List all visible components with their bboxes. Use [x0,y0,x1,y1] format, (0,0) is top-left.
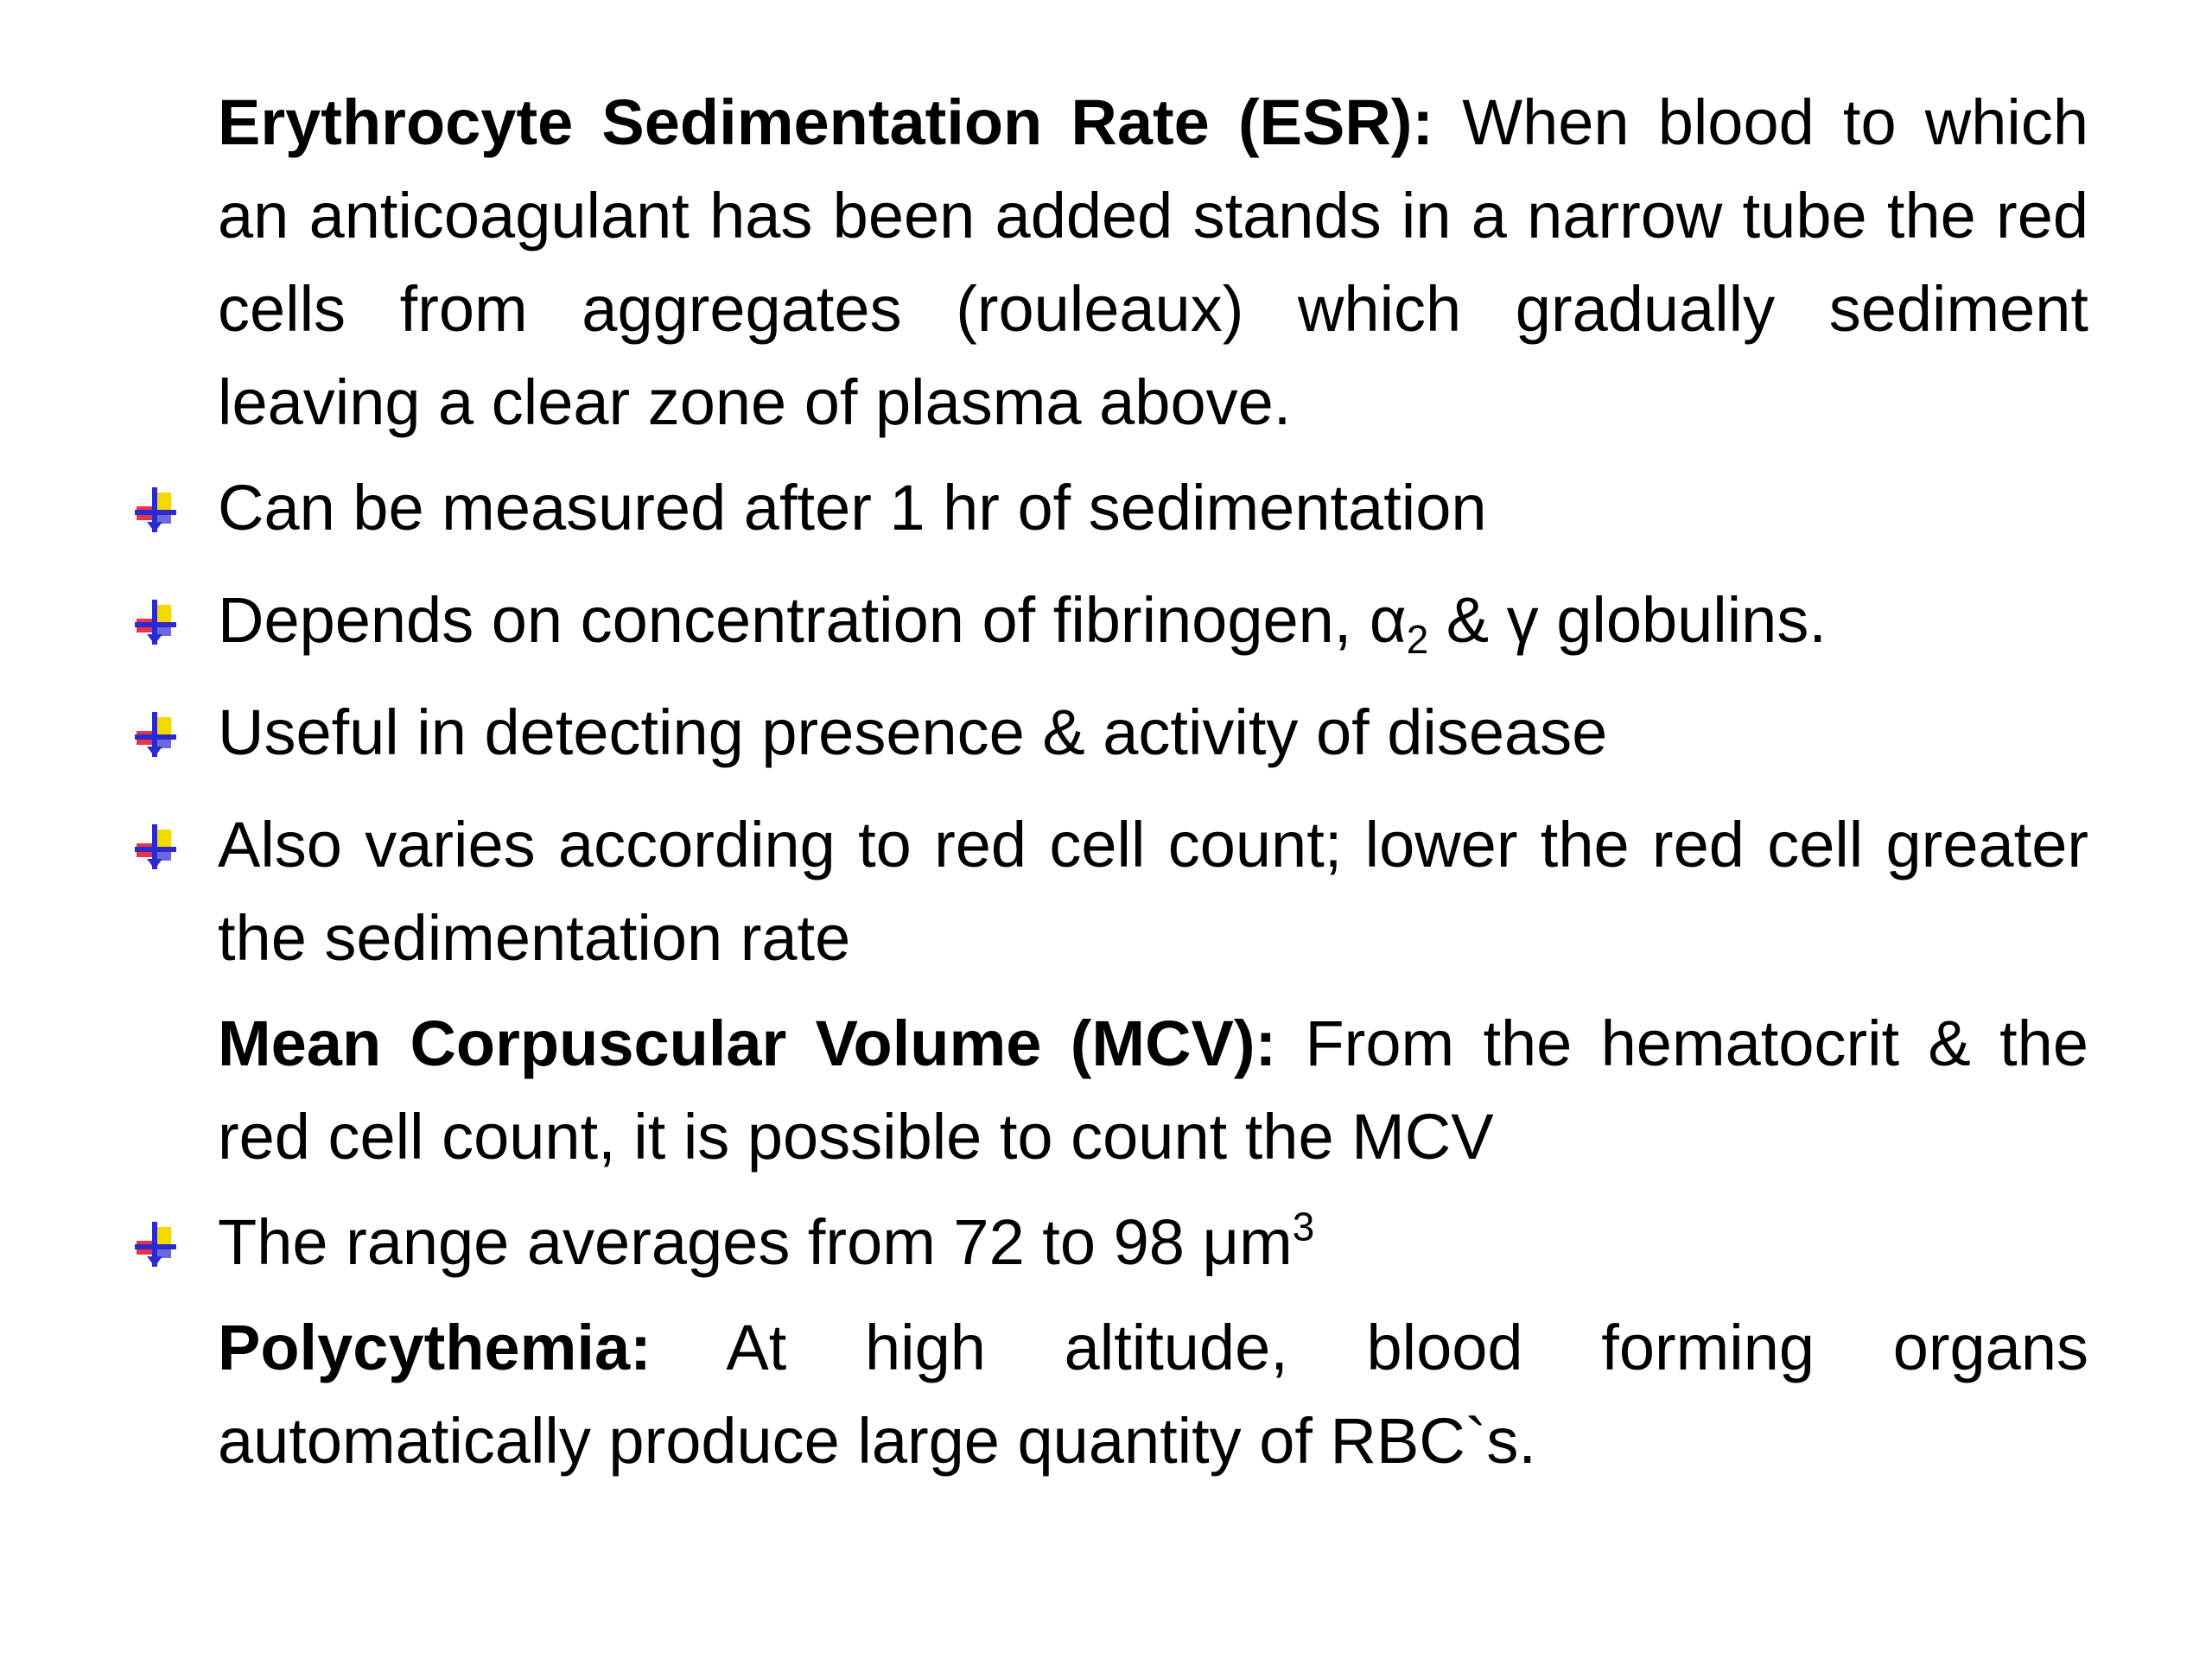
esr-text: When blood to which an anticoagulant has been added stands in a narrow tube the red cells from aggregates (rouleaux) which gradually sediment leaving a clear zone of plasma above. [218,86,2088,438]
superscript: 3 [1292,1204,1315,1249]
bullet-text-part: & γ globulins. [1428,584,1827,656]
polycythemia-heading: Polycythemia: [218,1312,652,1383]
mcv-paragraph [218,997,2088,1184]
quad-arrow-bullet-icon [131,1220,180,1268]
bullet-item [218,798,2088,985]
mcv-heading: Mean Corpuscular Volume (MCV): [218,1007,1277,1079]
esr-paragraph [218,76,2088,449]
mcv-text: From the hematocrit & the red cell count, it is possible to count the MCV [218,1007,2088,1173]
bullet-item [218,461,2088,555]
bullet-text-part: The range averages from 72 to 98 μm [218,1206,1293,1278]
bullet-text [218,1206,1314,1278]
polycythemia-text: At high altitude, blood forming organs automatically produce large quantity of RBC`s. [218,1312,2088,1477]
quad-arrow-bullet-icon [131,823,180,871]
quad-arrow-bullet-icon [131,710,180,759]
quad-arrow-bullet-icon [131,598,180,646]
esr-heading: Erythrocyte Sedimentation Rate (ESR): [218,86,1434,158]
bullet-item [218,1196,2088,1289]
bullet-text [218,584,1827,662]
bullet-item [218,574,2088,667]
bullet-text: Also varies according to red cell count; lower the red cell greater the sedimentation rate [218,809,2088,974]
quad-arrow-bullet-icon [131,486,180,534]
polycythemia-paragraph [218,1301,2088,1488]
subscript: 2 [1406,616,1429,662]
bullet-text-part: Depends on concentration of fibrinogen, α [218,584,1407,656]
bullet-text: Useful in detecting presence & activity of disease [218,696,1608,768]
bullet-text: Can be measured after 1 hr of sedimentation [218,472,1487,543]
slide-content [218,76,2088,1507]
bullet-item [218,686,2088,779]
